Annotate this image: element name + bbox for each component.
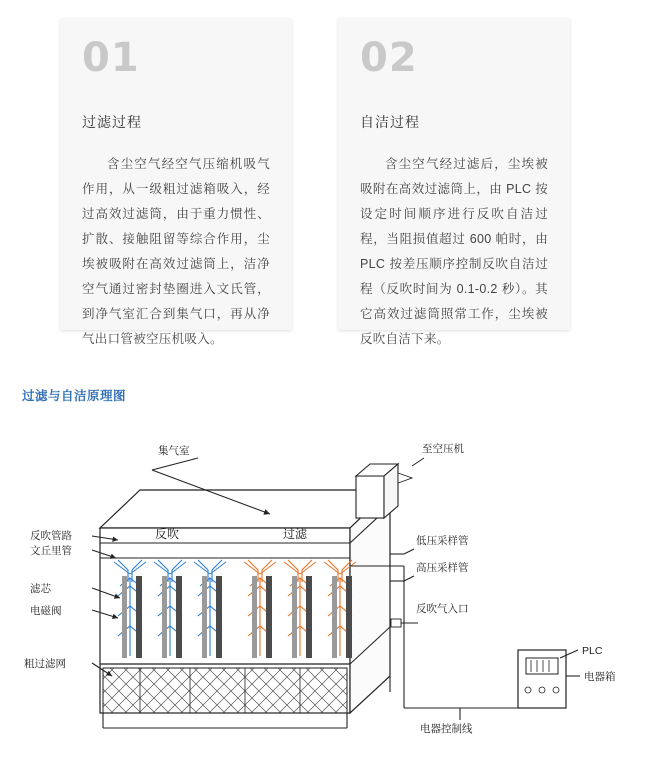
label-blowback-inlet: 反吹气入口 bbox=[416, 603, 469, 615]
label-high-pressure-tap: 高压采样管 bbox=[416, 562, 469, 574]
label-blowback: 反吹 bbox=[155, 527, 180, 541]
process-cards bbox=[0, 0, 659, 346]
section-title: 过滤与自洁原理图 bbox=[22, 389, 127, 403]
card-filtration bbox=[60, 18, 292, 346]
label-blowback-pipe: 反吹管路 bbox=[30, 530, 72, 542]
label-solenoid-valve: 电磁阀 bbox=[30, 605, 62, 617]
label-to-compressor: 至空压机 bbox=[422, 443, 464, 455]
label-pre-filter-mesh: 粗过滤网 bbox=[24, 658, 66, 670]
card-title: 过滤过程 bbox=[82, 114, 142, 130]
card-self-cleaning bbox=[338, 18, 570, 346]
label-plenum: 集气室 bbox=[158, 445, 190, 457]
label-control-cable: 电器控制线 bbox=[420, 723, 473, 735]
label-low-pressure-tap: 低压采样管 bbox=[416, 535, 469, 547]
card-number: 01 bbox=[82, 35, 140, 81]
card-number: 02 bbox=[360, 35, 418, 81]
label-control-cabinet: 电器箱 bbox=[584, 671, 616, 683]
card-body: 含尘空气经过滤后，尘埃被吸附在高效过滤筒上，由 PLC 按设定时间顺序进行反吹自洁过程，当阻损值超过 600 帕时，由 PLC 按差压顺序控制反吹自洁过程（反吹时间为 0.1-0.2 秒）。其它高效过滤筒照常工作，尘埃被反吹自洁下来。 bbox=[360, 157, 548, 346]
card-body: 含尘空气经空气压缩机吸气作用，从一级粗过滤箱吸入，经过高效过滤筒，由于重力惯性、扩散、接触阻留等综合作用，尘埃被吸附在高效过滤筒上，洁净空气通过密封垫圈进入文氏管，到净气室汇合到集气口，再从净气出口管被空压机吸入。 bbox=[82, 157, 270, 346]
card-title: 自洁过程 bbox=[360, 114, 420, 130]
label-venturi: 文丘里管 bbox=[30, 545, 72, 557]
diagram-graphics bbox=[92, 458, 580, 728]
label-filter-core: 滤芯 bbox=[30, 583, 51, 595]
label-filtration: 过滤 bbox=[283, 527, 308, 541]
label-plc: PLC bbox=[582, 645, 603, 657]
principle-diagram bbox=[0, 418, 659, 761]
